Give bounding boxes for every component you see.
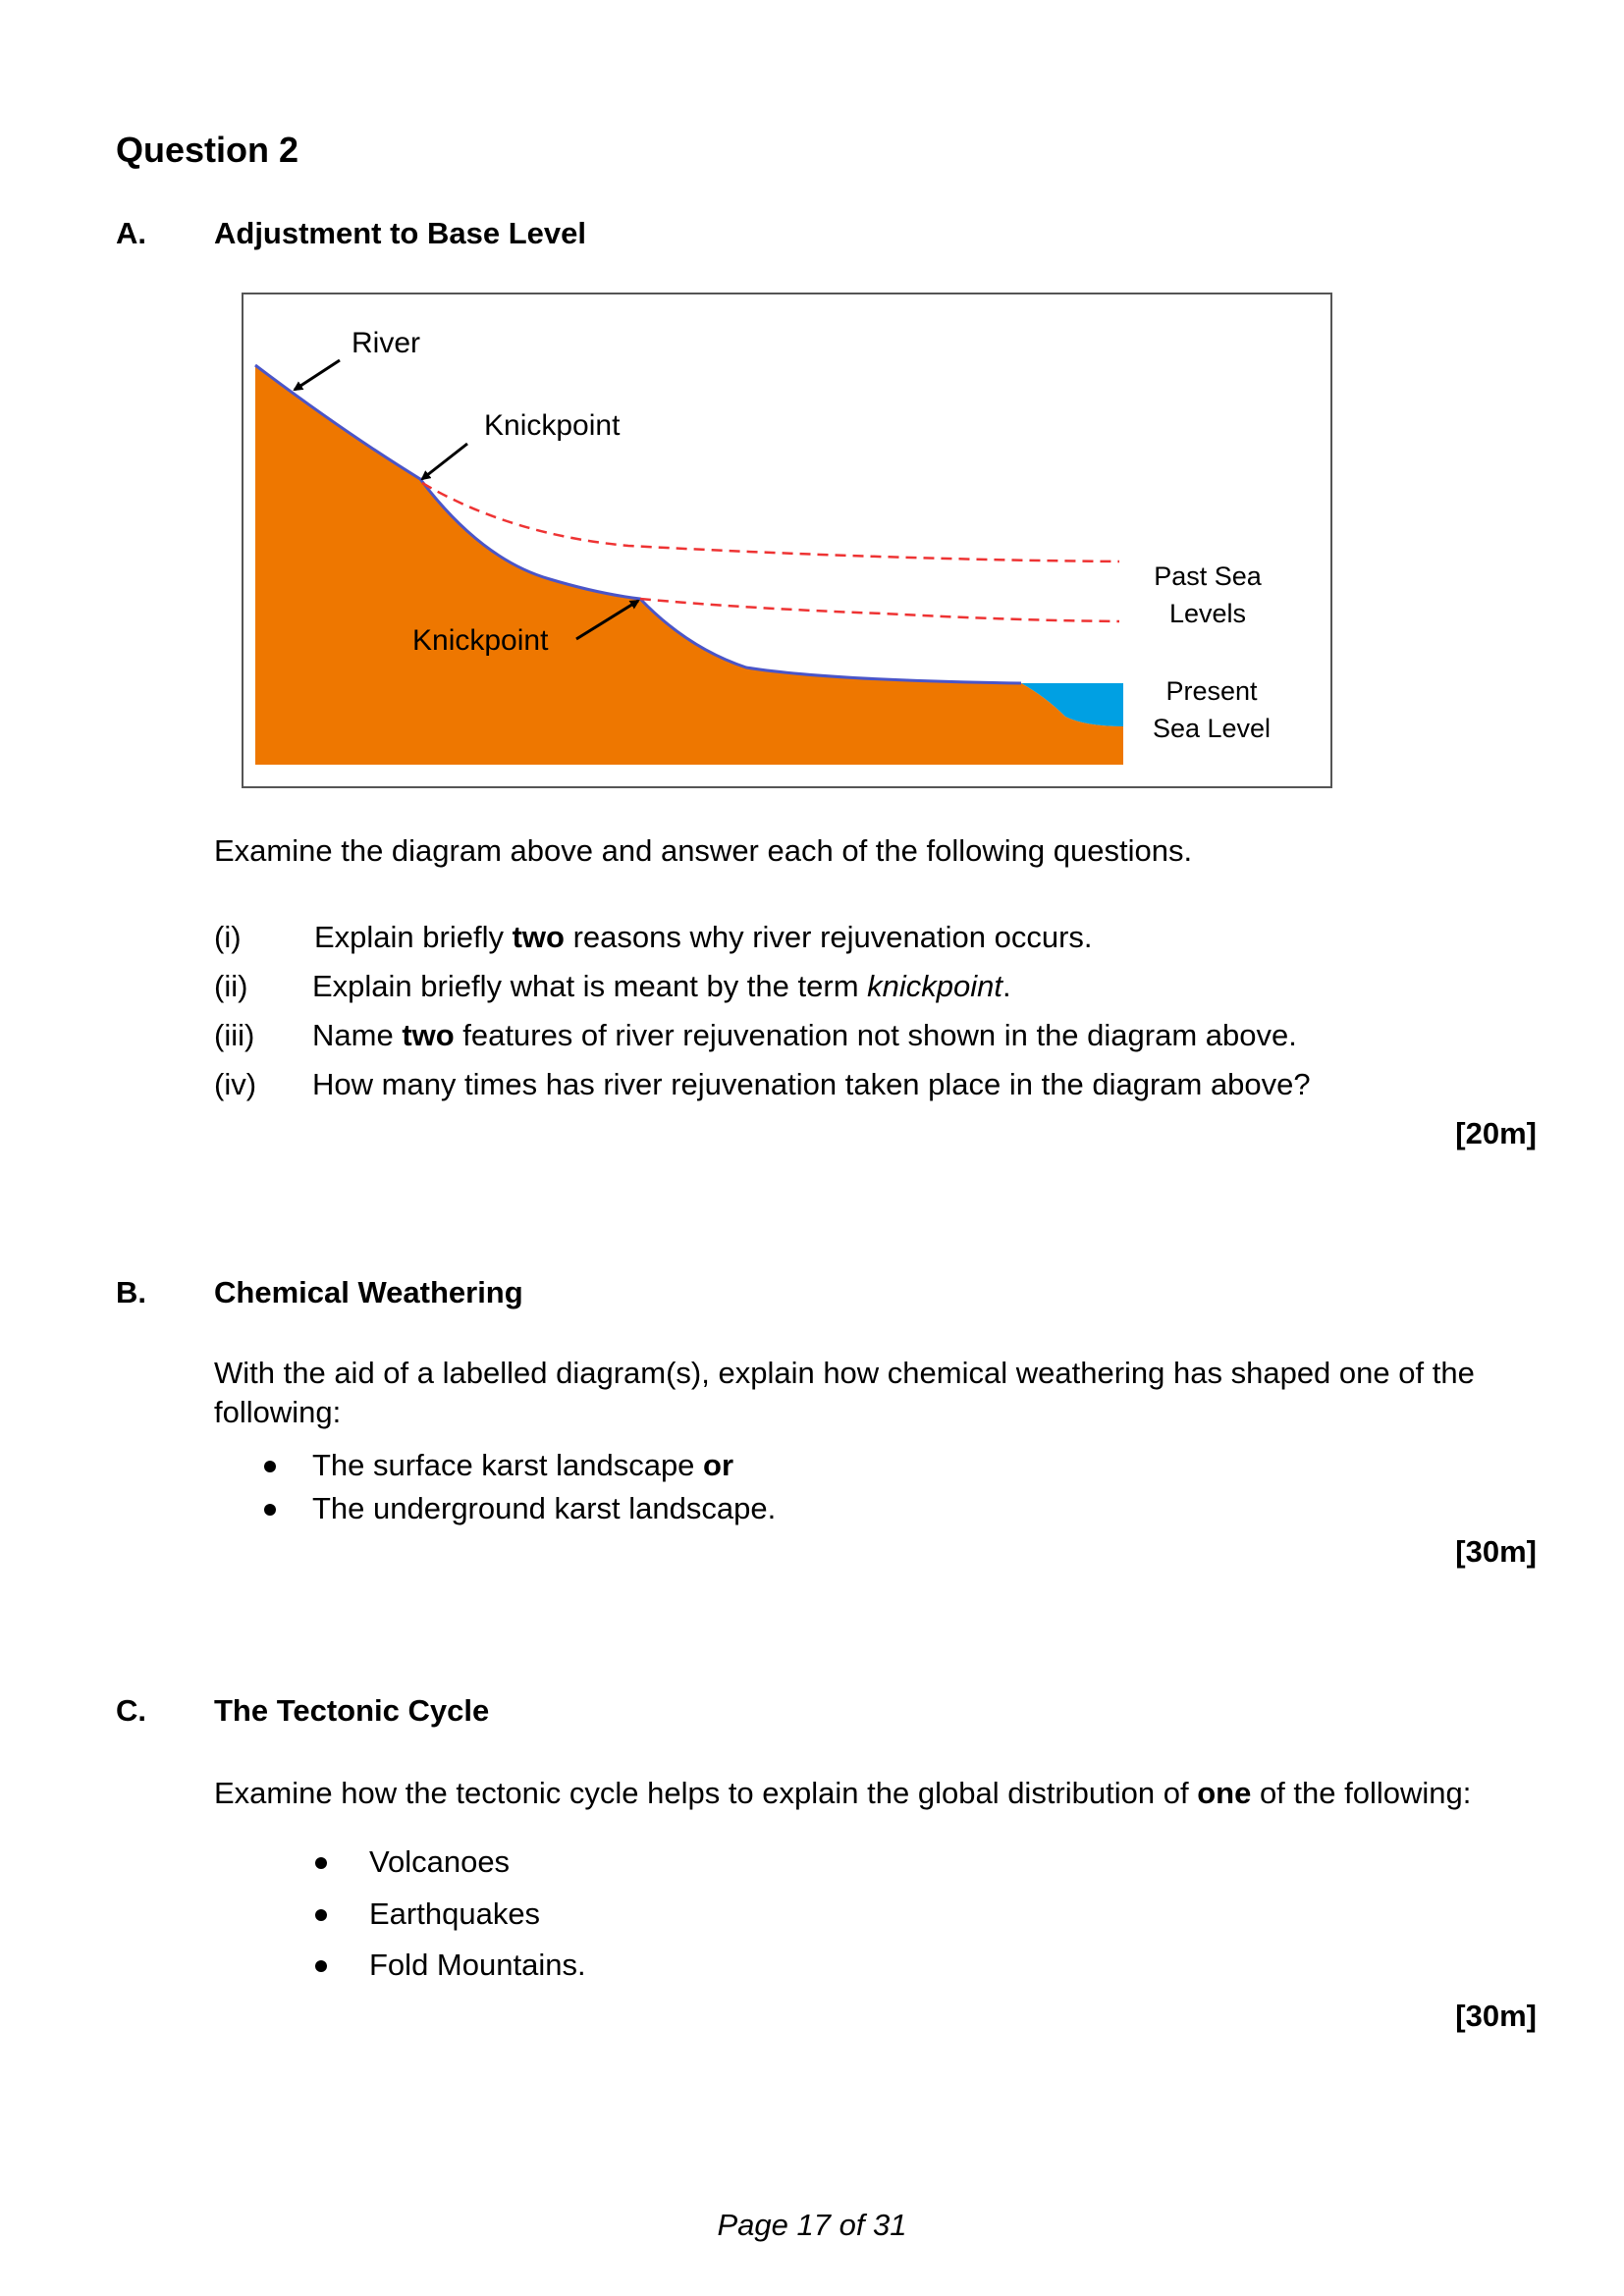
section-c-bullet-volcanoes: Volcanoes (369, 1844, 511, 1879)
question-i-number: (i) (214, 920, 242, 954)
label-past-sea-levels-line1: Past Sea (1154, 561, 1262, 591)
question-iii-text: Name two features of river rejuvenation not shown in the diagram above. (312, 1018, 1297, 1052)
question-ii-number: (ii) (214, 969, 248, 1003)
bullet-icon (315, 1857, 327, 1869)
question-iv-number: (iv) (214, 1067, 257, 1101)
section-a-letter: A. (116, 216, 146, 250)
section-b-marks: [30m] (1455, 1534, 1537, 1569)
section-c-letter: C. (116, 1693, 146, 1728)
section-a-heading: Adjustment to Base Level (214, 216, 586, 250)
label-present-sea-level-line1: Present (1165, 676, 1258, 706)
past-sea-level-upper (422, 483, 1119, 561)
bullet-icon (315, 1909, 327, 1921)
section-a-marks: [20m] (1455, 1116, 1537, 1150)
section-b-letter: B. (116, 1275, 146, 1309)
section-c-marks: [30m] (1455, 1999, 1537, 2033)
label-knickpoint-upper: Knickpoint (484, 409, 621, 442)
section-b-intro-line2: following: (214, 1395, 342, 1429)
section-b-bullet-1: The surface karst landscape or (312, 1448, 734, 1482)
bullet-icon (264, 1504, 276, 1516)
section-b-bullet-2: The underground karst landscape. (312, 1491, 777, 1525)
section-c-intro: Examine how the tectonic cycle helps to explain the global distribution of one of the following: (214, 1776, 1472, 1810)
label-past-sea-levels-line2: Levels (1168, 599, 1247, 628)
label-present-sea-level-line2: Sea Level (1152, 714, 1272, 743)
question-title: Question 2 (116, 130, 299, 170)
label-river: River (352, 327, 421, 359)
question-ii-text: Explain briefly what is meant by the term knickpoint. (312, 969, 1011, 1003)
land-profile (255, 365, 1123, 765)
arrow-river (295, 360, 340, 390)
label-knickpoint-lower: Knickpoint (412, 624, 549, 657)
past-sea-level-lower (640, 599, 1119, 621)
question-iv-text: How many times has river rejuvenation taken place in the diagram above? (312, 1067, 1311, 1101)
section-c-bullet-fold-mountains: Fold Mountains. (369, 1948, 586, 1982)
bullet-icon (264, 1461, 276, 1472)
page-footer: Page 17 of 31 (717, 2208, 907, 2242)
arrow-knickpoint-upper (422, 444, 467, 479)
base-level-diagram (0, 0, 1624, 805)
bullet-icon (315, 1960, 327, 1972)
section-b-intro-line1: With the aid of a labelled diagram(s), explain how chemical weathering has shaped one of the (214, 1356, 1475, 1390)
section-c-bullet-earthquakes: Earthquakes (369, 1896, 541, 1931)
section-b-heading: Chemical Weathering (214, 1275, 523, 1309)
question-iii-number: (iii) (214, 1018, 255, 1052)
section-a-instruction: Examine the diagram above and answer each of the following questions. (214, 833, 1193, 868)
question-i-text: Explain briefly two reasons why river rejuvenation occurs. (314, 920, 1093, 954)
section-c-heading: The Tectonic Cycle (214, 1693, 490, 1728)
